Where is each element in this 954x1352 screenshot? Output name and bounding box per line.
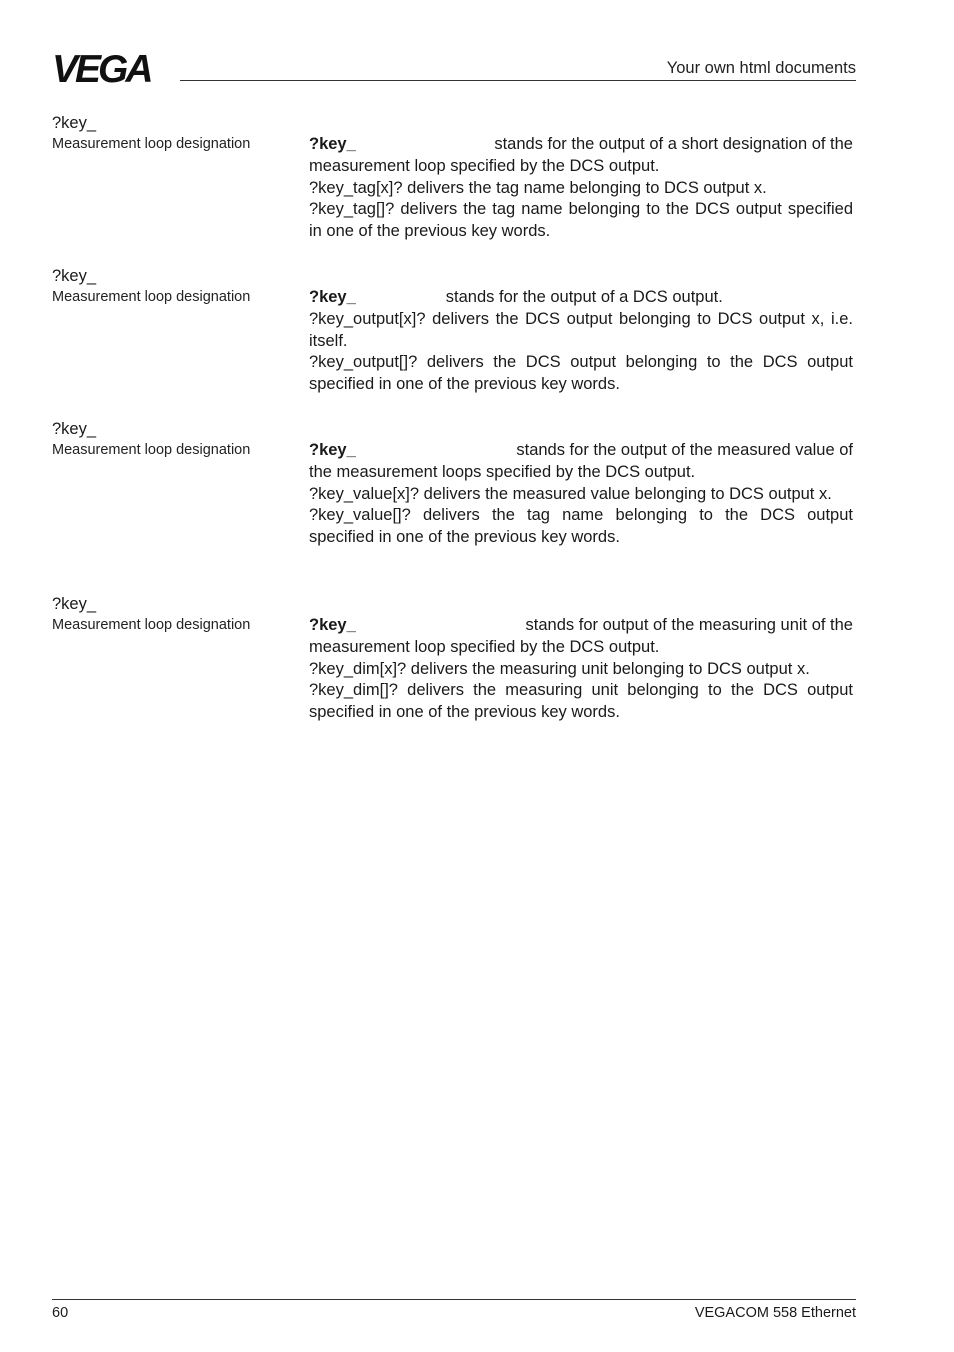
body-line: ?key_output[]? delivers the DCS output belonging to the DCS output specified in one of the previous key words. — [309, 353, 853, 394]
body-line: ?key_tag[x]? delivers the tag name belonging to DCS output x. — [309, 178, 767, 197]
body-line: ?key_dim[]? delivers the measuring unit belonging to the DCS output specified in one of the previous key words. — [309, 681, 853, 722]
section-lead — [309, 134, 853, 156]
section-label: Measurement loop designation — [52, 442, 251, 458]
section-body — [309, 287, 853, 396]
lead-text: stands for the output of the measured value of — [516, 441, 853, 459]
body-line: ?key_output[x]? delivers the DCS output belonging to DCS output x, i.e. itself. — [309, 309, 853, 350]
body-line: measurement loop specified by the DCS output. — [309, 637, 660, 656]
lead-key: ?key_ — [309, 288, 356, 306]
section-key: ?key_ — [52, 114, 97, 132]
section-label: Measurement loop designation — [52, 289, 251, 305]
body-line: the measurement loops specified by the DCS output. — [309, 462, 696, 481]
header-title: Your own html documents — [666, 59, 856, 77]
lead-key: ?key_ — [309, 135, 356, 153]
section-lead — [309, 440, 853, 462]
header-rule — [180, 80, 856, 81]
section-key: ?key_ — [52, 267, 97, 285]
lead-text: stands for the output of a short designation of the — [494, 135, 853, 153]
section-label: Measurement loop designation — [52, 617, 251, 633]
body-line: measurement loop specified by the DCS output. — [309, 156, 660, 175]
section-label: Measurement loop designation — [52, 136, 251, 152]
svg-text:VEGA: VEGA — [52, 52, 151, 84]
section-key: ?key_ — [52, 595, 97, 613]
section-body — [309, 134, 853, 243]
page-number: 60 — [52, 1305, 69, 1321]
section-lead — [309, 287, 853, 309]
lead-key: ?key_ — [309, 441, 356, 459]
body-line: ?key_value[x]? delivers the measured value belonging to DCS output x. — [309, 484, 832, 503]
footer-rule — [52, 1299, 856, 1300]
body-line: ?key_tag[]? delivers the tag name belonging to the DCS output specified in one of the previous key words. — [309, 200, 853, 241]
vega-logo — [52, 52, 172, 84]
section-lead — [309, 615, 853, 637]
footer-doc-title: VEGACOM 558 Ethernet — [694, 1305, 856, 1321]
body-line: ?key_value[]? delivers the tag name belonging to the DCS output specified in one of the previous key words. — [309, 506, 853, 547]
lead-text: stands for output of the measuring unit of the — [525, 616, 853, 634]
section-key: ?key_ — [52, 420, 97, 438]
section-body — [309, 615, 853, 724]
body-line: ?key_dim[x]? delivers the measuring unit belonging to DCS output x. — [309, 659, 810, 678]
lead-key: ?key_ — [309, 616, 356, 634]
section-body — [309, 440, 853, 549]
lead-text: stands for the output of a DCS output. — [445, 288, 723, 306]
